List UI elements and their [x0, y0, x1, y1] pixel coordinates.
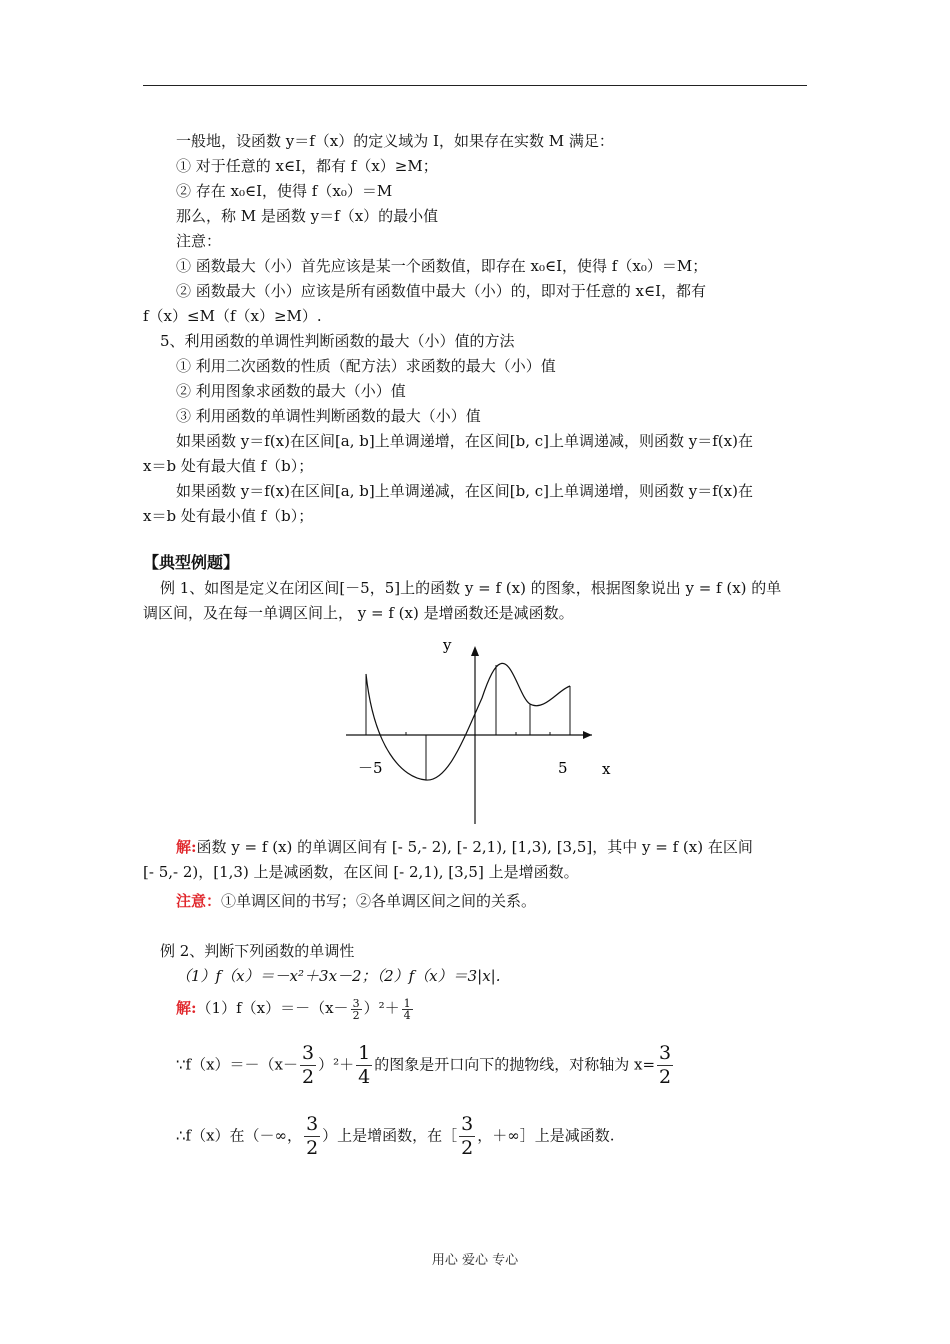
solution-text: ∴f（x）在（－∞， — [176, 1126, 303, 1145]
denominator: 2 — [306, 1137, 319, 1159]
denominator: 4 — [403, 1008, 411, 1022]
numerator: 3 — [659, 1042, 672, 1064]
ex2-solution-line-2 — [176, 1042, 675, 1089]
theory-line-7: ② 函数最大（小）应该是所有函数值中最大（小）的，即对于任意的 x∈I，都有 — [176, 282, 707, 300]
numerator: 1 — [403, 996, 411, 1010]
numerator: 3 — [302, 1042, 315, 1064]
solution-text: （1）f（x）＝－（x－ — [196, 999, 349, 1017]
fraction-three-halves — [459, 1113, 475, 1160]
ex2-solution-line-1 — [176, 995, 415, 1021]
theory-note-label: 注意： — [176, 232, 222, 250]
method-3: ③ 利用函数的单调性判断函数的最大（小）值 — [176, 407, 481, 425]
denominator: 2 — [302, 1066, 315, 1088]
ex1-note-line — [176, 891, 536, 911]
solution-text: 的图象是开口向下的抛物线，对称轴为 x= — [374, 1055, 656, 1074]
method-3-detail-d: x＝b 处有最小值 f（b）； — [143, 507, 314, 525]
ex1-solution-text-1: 函数 y = f (x) 的单调区间有 [- 5,- 2), [- 2,1), [1,3), [3,5]，其中 y = f (x) 在区间 — [196, 838, 753, 856]
tick-label-neg-5: －5 — [358, 759, 383, 777]
theory-line-1: 一般地，设函数 y＝f（x）的定义域为 I，如果存在实数 M 满足： — [176, 132, 614, 150]
section-title: 【典型例题】 — [143, 553, 240, 572]
method-3-detail-b: x＝b 处有最大值 f（b）； — [143, 457, 314, 475]
ex2-question: 例 2、判断下列函数的单调性 — [160, 942, 355, 960]
method-2: ② 利用图象求函数的最大（小）值 — [176, 382, 406, 400]
ex1-question-line-1: 例 1、如图是定义在闭区间[－5，5]上的函数 y = f (x) 的图象，根据图象说出 y = f (x) 的单 — [160, 579, 782, 597]
ex1-solution-line-2: [- 5,- 2)，[1,3) 上是减函数，在区间 [- 2,1), [3,5] 上是增函数。 — [143, 863, 579, 881]
fraction-one-quarter — [356, 1042, 372, 1089]
function-curve — [366, 663, 570, 780]
denominator: 4 — [358, 1066, 371, 1088]
method-1: ① 利用二次函数的性质（配方法）求函数的最大（小）值 — [176, 357, 556, 375]
fraction-one-quarter — [402, 998, 413, 1021]
method-3-detail-a: 如果函数 y＝f(x)在区间[a, b]上单调递增，在区间[b, c]上单调递减，则函数 y＝f(x)在 — [176, 432, 753, 450]
solution-text: ）上是增函数，在［ — [322, 1126, 458, 1145]
numerator: 1 — [358, 1042, 371, 1064]
ex2-solution-line-3 — [176, 1113, 615, 1160]
method-heading: 5、利用函数的单调性判断函数的最大（小）值的方法 — [160, 332, 515, 350]
denominator: 2 — [659, 1066, 672, 1088]
numerator: 3 — [352, 996, 360, 1010]
ex1-question-line-2: 调区间，及在每一单调区间上， y = f (x) 是增函数还是减函数。 — [143, 604, 574, 622]
fraction-three-halves — [304, 1113, 320, 1160]
y-axis-label: y — [443, 636, 452, 654]
tick-label-5: 5 — [558, 759, 568, 777]
fraction-three-halves — [657, 1042, 673, 1089]
fraction-three-halves — [300, 1042, 316, 1089]
solution-label: 解: — [176, 838, 197, 856]
theory-line-6: ① 函数最大（小）首先应该是某一个函数值，即存在 x₀∈I，使得 f（x₀）＝M； — [176, 257, 708, 275]
header-rule — [143, 85, 807, 86]
ex2-parts: （1）f（x）＝－x²＋3x－2；（2）f（x）＝3|x|. — [176, 967, 501, 985]
solution-label: 解: — [176, 999, 197, 1017]
theory-line-4: 那么，称 M 是函数 y＝f（x）的最小值 — [176, 207, 439, 225]
note-label: 注意： — [176, 892, 222, 910]
denominator: 2 — [461, 1137, 474, 1159]
ex1-solution-line-1 — [176, 837, 753, 857]
theory-line-8: f（x）≤M（f（x）≥M）. — [143, 307, 322, 325]
fraction-three-halves — [351, 998, 362, 1021]
x-axis-arrow-icon — [583, 731, 592, 739]
solution-text: ，＋∞］上是减函数. — [477, 1126, 615, 1145]
y-axis-arrow-icon — [471, 646, 479, 656]
numerator: 3 — [461, 1113, 474, 1135]
x-axis-label: x — [602, 760, 611, 778]
solution-text: ）²＋ — [318, 1055, 355, 1074]
solution-text: ）²＋ — [363, 999, 400, 1017]
theory-line-3: ② 存在 x₀∈I，使得 f（x₀）＝M — [176, 182, 393, 200]
page-footer: 用心 爱心 专心 — [431, 1253, 519, 1268]
function-graph — [330, 628, 620, 828]
theory-line-2: ① 对于任意的 x∈I，都有 f（x）≥M； — [176, 157, 438, 175]
method-3-detail-c: 如果函数 y＝f(x)在区间[a, b]上单调递减，在区间[b, c]上单调递增，则函数 y＝f(x)在 — [176, 482, 753, 500]
denominator: 2 — [352, 1008, 360, 1022]
solution-text: ∵f（x）＝－（x－ — [176, 1055, 299, 1074]
ex1-note-text: ①单调区间的书写；②各单调区间之间的关系。 — [221, 892, 537, 910]
numerator: 3 — [306, 1113, 319, 1135]
